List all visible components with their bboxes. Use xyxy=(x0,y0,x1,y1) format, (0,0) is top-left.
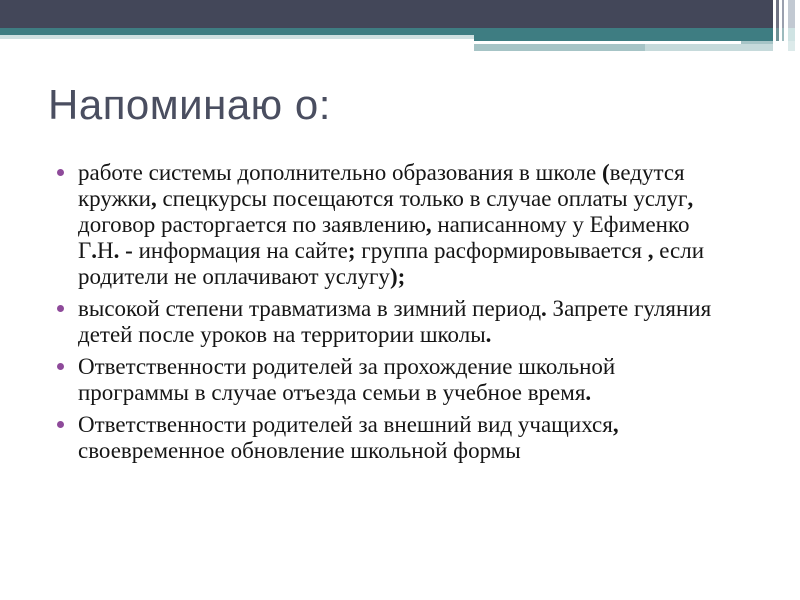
bullet-dot-icon xyxy=(57,421,64,428)
bullet-text: работе системы дополнительно образования в школе (ведутся кружки, спецкурсы посещаются только в случае оплаты услуг, договор расторгается по заявлению, написанному у Ефименко Г.Н. - информация на сайте; группа расформировывается , если родители не оплачивают услугу); xyxy=(78,160,705,289)
header-pale-strip xyxy=(0,35,474,39)
bullet-text: Ответственности родителей за прохождение школьной программы в случае отъезда семьи в учебное время. xyxy=(78,354,616,405)
bullet-dot-icon xyxy=(57,305,64,312)
bullet-item xyxy=(48,354,724,406)
slide-title: Напоминаю о: xyxy=(48,81,331,128)
bullet-item xyxy=(48,296,724,348)
bullet-item xyxy=(48,160,724,290)
slide-header-decoration xyxy=(0,0,800,60)
header-dark-bar xyxy=(0,0,773,28)
header-lighter-band xyxy=(645,44,773,51)
header-light-band xyxy=(474,44,645,51)
header-vertical-line-1 xyxy=(776,0,779,41)
bullet-text: Ответственности родителей за внешний вид учащихся, своевременное обновление школьной формы xyxy=(78,412,619,463)
header-vertical-column xyxy=(788,0,795,51)
bullet-dot-icon xyxy=(57,363,64,370)
header-teal-band xyxy=(0,28,773,35)
bullet-list xyxy=(48,160,724,470)
header-vertical-line-2 xyxy=(782,0,784,41)
header-teal-band-right xyxy=(474,35,773,41)
bullet-dot-icon xyxy=(57,169,64,176)
bullet-item xyxy=(48,412,724,464)
bullet-text: высокой степени травматизма в зимний период. Запрете гуляния детей после уроков на территории школы. xyxy=(78,296,712,347)
